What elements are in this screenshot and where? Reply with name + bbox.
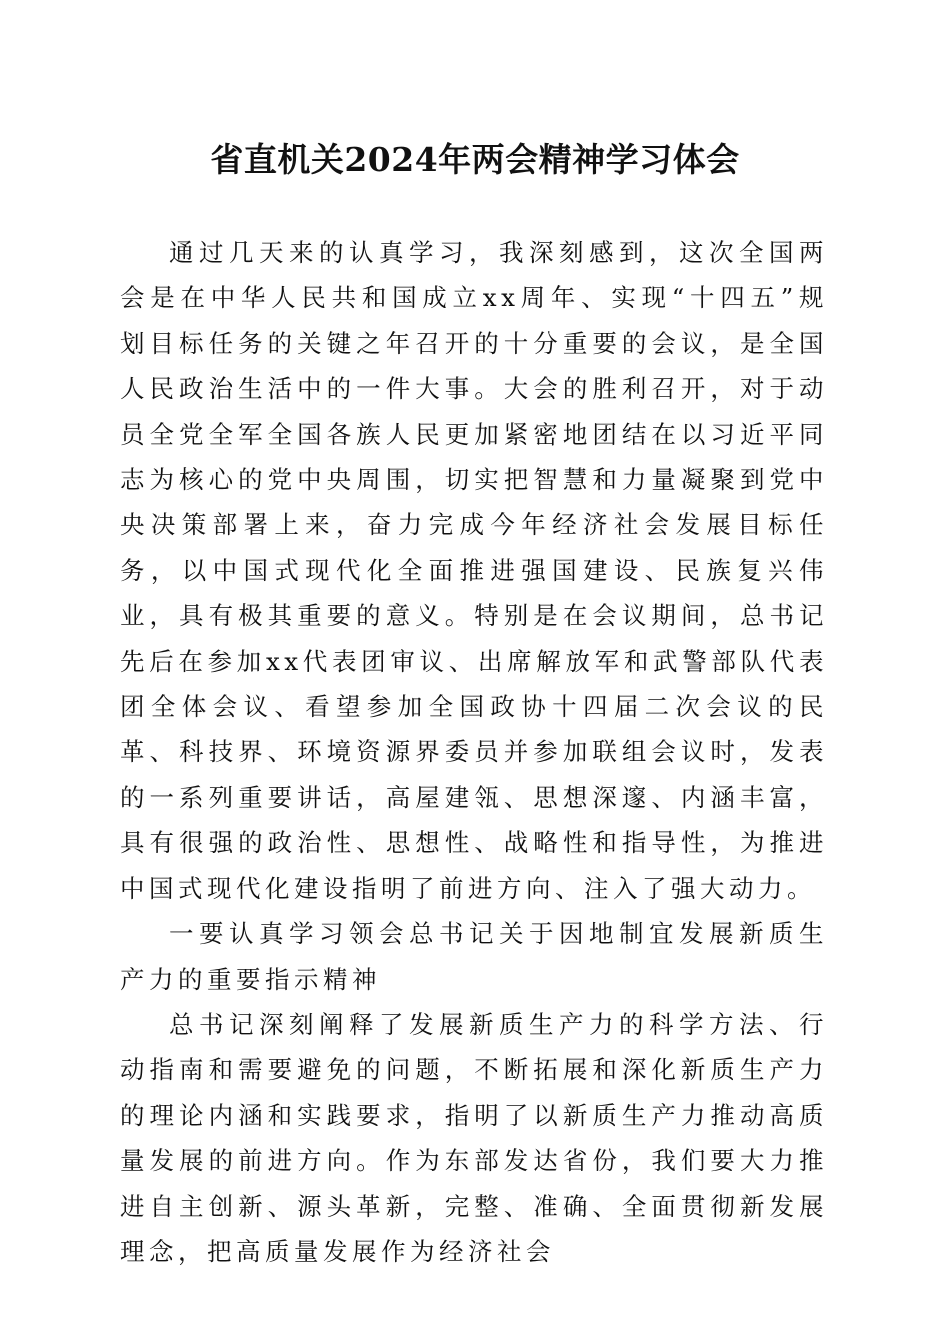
document-body — [120, 230, 828, 1274]
body-paragraph: 总书记深刻阐释了发展新质生产力的科学方法、行动指南和需要避免的问题，不断拓展和深化新质生产力的理论内涵和实践要求，指明了以新质生产力推动高质量发展的前进方向。作为东部发达省份，我们要大力推进自主创新、源头革新，完整、准确、全面贯彻新发展理念，把高质量发展作为经济社会 — [120, 1009, 828, 1266]
section-heading-paragraph: 一要认真学习领会总书记关于因地制宜发展新质生产力的重要指示精神 — [120, 919, 828, 994]
body-paragraph: 通过几天来的认真学习，我深刻感到，这次全国两会是在中华人民共和国成立xx周年、实现“十四五”规划目标任务的关键之年召开的十分重要的会议，是全国人民政治生活中的一件大事。大会的胜利召开，对于动员全党全军全国各族人民更加紧密地团结在以习近平同志为核心的党中央周围，切实把智慧和力量凝聚到党中央决策部署上来，奋力完成今年经济社会发展目标任务，以中国式现代化全面推进强国建设、民族复兴伟业，具有极其重要的意义。特别是在会议期间，总书记先后在参加xx代表团审议、出席解放军和武警部队代表团全体会议、看望参加全国政协十四届二次会议的民革、科技界、环境资源界委员并参加联组会议时，发表的一系列重要讲话，高屋建瓴、思想深邃、内涵丰富，具有很强的政治性、思想性、战略性和指导性，为推进中国式现代化建设指明了前进方向、注入了强大动力。 — [120, 238, 828, 903]
document-title: 省直机关2024年两会精神学习体会 — [210, 140, 740, 179]
